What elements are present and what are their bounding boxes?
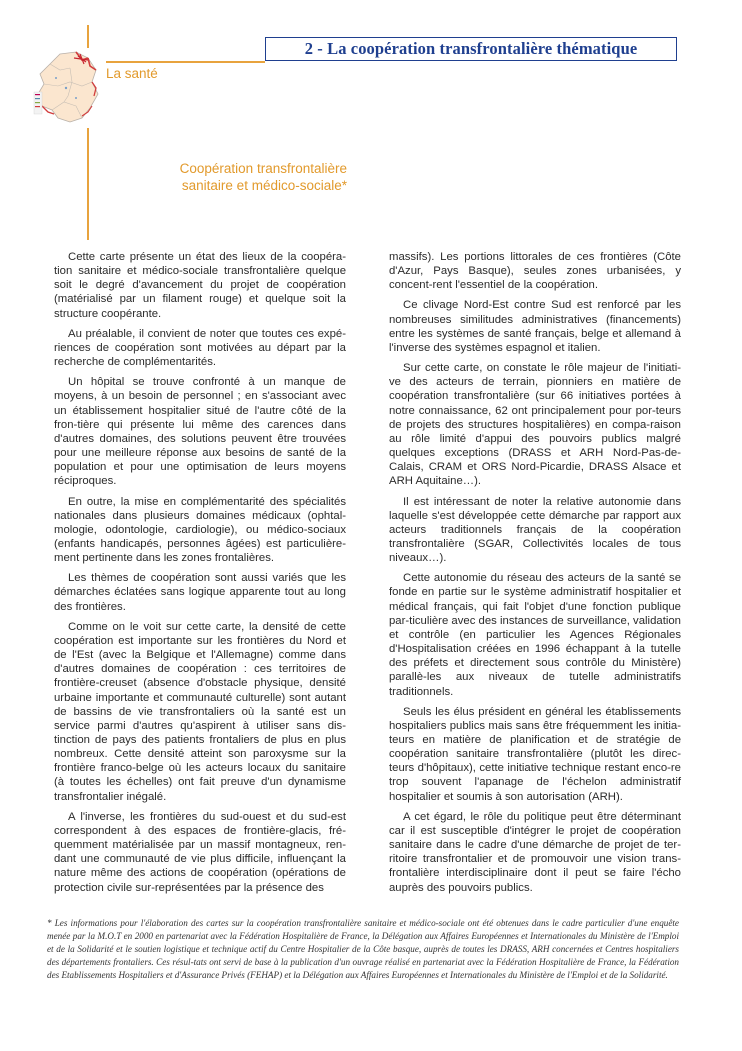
article-subtitle (180, 160, 347, 194)
paragraph: Les thèmes de coopération sont aussi variés que les démarches éclatées sans logique apparente tout au long des frontières. (54, 572, 346, 613)
paragraph: Cette autonomie du réseau des acteurs de la santé se fonde en partie sur le système administratif hospitalier et médical français, qui fait l'objet d'une fonction publique par-ticulière avec des instances de surveillance, validation et contrôle (en particulier les Agences Régionales d'Hospitalisation créées en 1996 échappant à la tutelle des préfets et directement sous contrôle du Ministère) parallè-les aux niveaux de tutelle administratifs traditionnels. (389, 572, 681, 698)
paragraph: Comme on le voit sur cette carte, la densité de cette coopération est importante sur les frontières du Nord et de l'Est (avec la Belgique et l'Allemagne) comme dans d'autres domaines de coopération : ces territoires de frontière-creuset (absence d'obstacle physique, densité urbaine importante et communauté culturelle) sont autant de bassins de vie transfrontaliers où la santé est un service parmi d'autres qu'aspirent à utiliser sans dis-tinction de pays des patients frontaliers de plus en plus nombreux. Cette densité atteint son paroxysme sur la frontière franco-belge où les acteurs locaux du sanitaire (à toutes les échelles) ont fait preuve d'un dynamisme transfrontalier inégalé. (54, 620, 346, 803)
chapter-title-box (265, 37, 677, 61)
article-subtitle-line1: Coopération transfrontalière (179, 161, 347, 176)
paragraph: Au préalable, il convient de noter que toutes ces expé-riences de coopération sont motivées au départ par la recherche de complémentarités. (54, 327, 346, 369)
paragraph: En outre, la mise en complémentarité des spécialités nationales dans plusieurs domaines médicaux (ophtal-mologie, odontologie, cardiologie), ou médico-sociaux (enfants handicapés, personnes âgées) est particulière-ment pertinente dans les zones frontalières. (54, 495, 346, 565)
chapter-title: 2 - La coopération transfrontalière thématique (304, 39, 638, 58)
paragraph-continued: massifs). Les portions littorales de ces frontières (Côte d'Azur, Pays Basque), seules zones urbanisées, y concent-rent l'essentiel de la coopération. (389, 251, 681, 292)
paragraph: Un hôpital se trouve confronté à un manque de moyens, à un besoin de personnel ; en s'associant avec un établissement hospitalier situé de l'autre côté de la fron-tière qui présente lui même des carences dans d'autres domaines, des solutions peuvent être trouvées pour une meilleure réponse aux besoins de santé de la population et pour une optimisation de leurs moyens réciproques. (54, 376, 346, 488)
france-map-thumbnail (30, 48, 106, 128)
paragraph: Il est intéressant de noter la relative autonomie dans laquelle s'est développée cette démarche par rapport aux acteurs traditionnels français de la coopération transfrontalière (SGAR, Collectivités locales de tous niveaux…). (389, 495, 681, 565)
article-subtitle-line2: sanitaire et médico-sociale* (181, 178, 347, 193)
footnote: * Les informations pour l'élaboration des cartes sur la coopération transfrontalière sanitaire et médico-sociale ont été obtenues dans le cadre particulier d'une enquête menée par la M.O.T en 2000 en partenariat avec la Fédération Hospitalière de France, la Délégation aux Affaires Européennes et Internationales du Ministère de l'Emploi et de la Solidarité et le soutien logistique et technique actif du Centre Hospitalier de la Côte basque, auprès de toutes les DRASS, ARH concernées et Centres hospitaliers des départements frontaliers. Ces résul-tats ont servi de base à la publication d'un ouvrage réalisé en partenariat avec la Fédération Hospitalière de France, la Fédération des Etablissements Hospitaliers et d'Assurance Privés (FEHAP) et la Délégation aux Affaires Européennes et Internationales du Ministère de l'Emploi et de la Solidarité. (47, 918, 679, 980)
text-column-right (389, 250, 681, 901)
paragraph: A l'inverse, les frontières du sud-ouest et du sud-est correspondent à des espaces de frontière-glacis, fré-quemment matérialisée par un massif montagneux, ren-dant une communauté de vie plus difficile, influençant la nature même des actions de coopération (opérations de protection civile sur-représentées par la présence des (54, 810, 346, 894)
orange-horizontal-rule (87, 61, 265, 63)
paragraph: Ce clivage Nord-Est contre Sud est renforcé par les nombreuses similitudes administratives (financements) entre les systèmes de santé français, belge et allemand à l'inverse des systèmes espagnol et italien. (389, 299, 681, 354)
section-label: La santé (106, 66, 158, 81)
paragraph: A cet égard, le rôle du politique peut être déterminant car il est susceptible d'intégrer le projet de coopération sanitaire dans le cadre d'une démarche de projet de ter-ritoire transfrontalier et de promouvoir une vision trans-frontalière interdisciplinaire dont il peut se faire l'écho auprès des pouvoirs publics. (389, 810, 681, 894)
paragraph: Cette carte présente un état des lieux de la coopéra-tion sanitaire et médico-sociale transfrontalière quelque soit le degré d'avancement du projet de coopération (matérialisé par un filament rouge) et quelque soit la structure coopérante. (54, 251, 346, 320)
paragraph: Seuls les élus président en général les établissements hospitaliers publics mais sans être fréquemment les initia-teurs en matière de planification et de stratégie de coopération sanitaire transfrontalière (plutôt les direc-teurs d'hôpitaux), cette initiative technique restant enco-re trop souvent l'apanage de l'échelon administratif hospitalier et soumis à son autorisation (ARH). (389, 705, 681, 803)
paragraph: Sur cette carte, on constate le rôle majeur de l'initiati-ve des acteurs de terrain, pionniers en matière de coopération transfrontalière (sur 66 initiatives portées à notre connaissance, 62 ont principalement pour por-teurs de projets des structures hospitalières) en compa-raison au rôle limité d'appui des pouvoirs publics malgré quelques exceptions (DRASS et ARH Nord-Pas-de-Calais, CRAM et ORS Nord-Picardie, DRASS Alsace et ARH Aquitaine…). (389, 362, 681, 488)
text-column-left (54, 250, 346, 901)
